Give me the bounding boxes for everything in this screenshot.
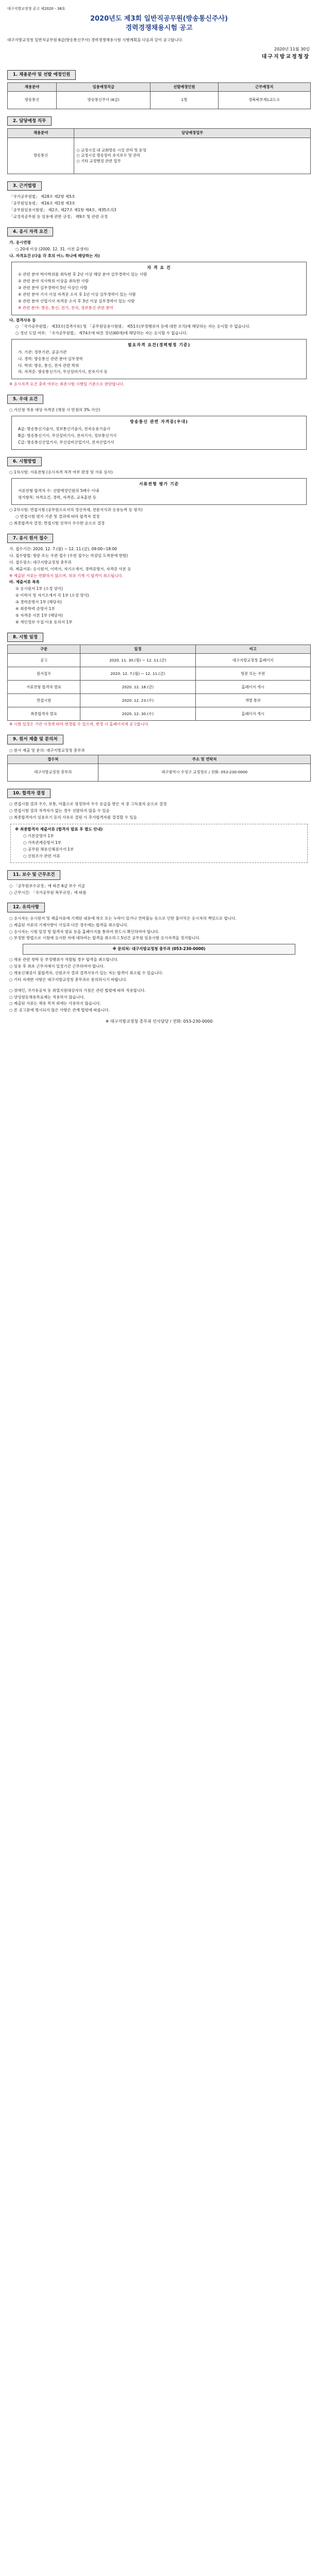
- caution-item: ○ 응시자는 시험 일정 및 합격자 발표 등을 홈페이지를 통하여 반드시 확인하여야 합니다.: [9, 929, 160, 934]
- table-header: 일정: [80, 645, 195, 654]
- title-line-2: 경력경쟁채용시험 공고: [125, 24, 193, 32]
- section-title: 7. 응시 원서 접수: [7, 534, 53, 543]
- section-title: 9. 원서 제출 및 문의처: [7, 735, 63, 744]
- footer-contact: ※ 대구지방교정청 총무과 인사담당 / 전화: 053-230-0000: [105, 1019, 213, 1024]
- table-header: 접수처: [8, 755, 98, 764]
- exam-item: ○ 2차시험: 면접시험 (공무원으로서의 정신자세, 전문지식과 응용능력 등 평가): [9, 507, 143, 513]
- pass-item: ○ 면접시험 결과 적격자가 없는 경우 선발하지 않을 수 있음: [9, 808, 110, 814]
- section-6: [7, 454, 311, 527]
- section-title: 12. 유의사항: [7, 903, 45, 912]
- age-note: ○ 정년 도달 여부: 「국가공무원법」 제74조에 따른 정년(60세)에 해당하는 자는 응시할 수 없습니다.: [15, 331, 188, 336]
- submit-item: ④ 최종학력 증명서 1부: [15, 606, 55, 611]
- table-header: 임용예정직급: [57, 82, 150, 92]
- final-doc-box: [10, 824, 308, 863]
- final-doc-item: ○ 기본증명서 1부: [23, 833, 54, 838]
- section-title: 5. 우대 요건: [7, 395, 43, 404]
- caution-item: ○ 채용신체검사 불합격자, 신원조사 결과 결격사유가 있는 자는 합격이 취소될 수 있습니다.: [9, 970, 163, 975]
- table-cell: 홈페이지 게시: [195, 681, 310, 694]
- extra-item: ○ 양성평등채용목표제는 적용하지 않습니다.: [9, 994, 85, 999]
- pass-item: ○ 면접시험 결과 우수, 보통, 미흡으로 평정하여 우수 등급을 받은 자 중 고득점자 순으로 결정: [9, 802, 167, 807]
- section-5: [7, 392, 311, 449]
- table-cell: 최종합격자 발표: [8, 707, 80, 721]
- box-title: ※ 최종합격자 제출서류 (합격자 발표 후 별도 안내): [15, 827, 103, 832]
- defect-item: ○ 「국가공무원법」 제33조(결격사유) 및 「공무원임용시험령」 제51조(부정행위자 등에 대한 조치)에 해당하는 자는 응시할 수 없습니다.: [15, 324, 250, 329]
- sub-heading: 다. 결격사유 등: [9, 317, 36, 323]
- submit-item: ① 응시원서 1부 (소정 양식): [15, 586, 63, 591]
- apply-item: 가. 접수기간: 2020. 12. 7.(월) ~ 12. 11.(금), 09:00~18:00: [9, 547, 117, 552]
- duty-item: ○ 교정시설 내 교화방송 시설 관리 및 운영: [76, 147, 146, 152]
- submit-item: ③ 경력증명서 1부 (해당자): [15, 600, 62, 605]
- box-title: 방송통신 관련 자격증(우대): [130, 419, 188, 425]
- schedule-table: [7, 645, 311, 721]
- duty-item: ○ 기타 교정행정 관련 업무: [76, 158, 121, 163]
- caution-item: ○ 부정한 방법으로 시험에 응시한 자에 대하여는 합격을 취소하고 5년간 공무원 임용시험 응시자격을 정지합니다.: [9, 936, 200, 941]
- section-7: [7, 531, 311, 625]
- duty-item: ○ 교정시설 방송장비 유지보수 및 관리: [76, 153, 141, 158]
- review-item: 서류전형 합격자 수: 선발예정인원의 5배수 이내: [18, 488, 99, 494]
- table-cell: 홈페이지 게시: [195, 707, 310, 721]
- table-cell: 서류전형 합격자 발표: [8, 681, 80, 694]
- qual-note: ※ 관련 분야: 방송, 통신, 전기, 전자, 정보통신 관련 분야: [18, 305, 113, 310]
- section-11: [7, 867, 311, 895]
- exam-item: ○ 최종합격자 결정: 면접시험 성적이 우수한 순으로 결정: [9, 520, 105, 526]
- caution-item: ○ 채용 관련 청탁 등 부정행위가 적발될 경우 합격을 취소합니다.: [9, 957, 119, 962]
- table-cell: 원서접수: [8, 667, 80, 681]
- table-cell: 개별 통보: [195, 694, 310, 707]
- table-header: 담당예정업무: [74, 129, 311, 138]
- submit-item: ② 이력서 및 자기소개서 각 1부 (소정 양식): [15, 593, 89, 598]
- caution-item: ○ 기타 자세한 사항은 대구지방교정청 총무과로 문의하시기 바랍니다.: [9, 977, 127, 982]
- section-title: 2. 담당예정 직무: [7, 116, 52, 126]
- recruit-table: [7, 82, 311, 110]
- qual-item: ③ 관련 분야 실무경력이 5년 이상인 사람: [18, 285, 88, 291]
- table-header: 채용분야: [8, 129, 74, 138]
- check-item: 나. 경력: 방송통신 관련 분야 실무경력: [18, 356, 83, 361]
- exam-item: ○ 1차시험: 서류전형 (응시자격 적격 여부 판정 및 서류 심사): [9, 469, 113, 474]
- issuer: 대구지방교정청장: [261, 54, 310, 60]
- section-title: 1. 채용분야 및 선발 예정인원: [7, 70, 76, 79]
- apply-note: ※ 제출된 서류는 반환하지 않으며, 허위 기재 시 합격이 취소됩니다.: [9, 573, 123, 578]
- check-item: 다. 학위: 방송, 통신, 전자 관련 학위: [18, 363, 79, 368]
- final-doc-item: ○ 가족관계증명서 1부: [23, 840, 62, 845]
- section-10: [7, 786, 311, 863]
- qual-item: ④ 관련 분야 기사 이상 자격증 소지 후 1년 이상 실무경력이 있는 사람: [18, 292, 136, 297]
- section-1: [7, 67, 311, 109]
- table-header: 주소 및 연락처: [98, 755, 311, 764]
- section-4: [7, 224, 311, 387]
- bonus-box: [11, 416, 307, 449]
- review-item: 평가항목: 자격요건, 경력, 자격증, 교육훈련 등: [18, 495, 97, 500]
- doc-number: 대구지방교정청 공고 제2020 - 38호: [7, 7, 65, 11]
- caution-item: ○ 제출된 서류의 기재사항이 사실과 다른 경우에는 합격을 취소합니다.: [9, 922, 128, 927]
- apply-item: 나. 접수방법: 방문 또는 우편 접수 (우편 접수는 마감일 도착분에 한함): [9, 553, 128, 558]
- apply-item: 라. 제출서류: 응시원서, 이력서, 자기소개서, 경력증명서, 자격증 사본 등: [9, 566, 131, 571]
- check-item: 라. 자격증: 방송통신기사, 무선설비기사, 전자기사 등: [18, 369, 108, 375]
- table-cell: [74, 138, 311, 174]
- box-title: 필요자격 요건(경력평정 기준): [127, 343, 191, 348]
- duty-table: [7, 128, 311, 174]
- sub-heading: 나. 자격요건 (다음 각 호의 어느 하나에 해당하는 자): [9, 253, 100, 258]
- section-3: [7, 178, 311, 220]
- section-note: ※ 응시자격 요건 충족 여부는 최종시험 시행일 기준으로 판단합니다.: [9, 382, 125, 387]
- caution-item: ○ 임용 후 최초 근무지에서 일정기간 근무하여야 합니다.: [9, 964, 105, 969]
- table-cell: 대구광역시 수성구 교정청로 / 전화: 053-230-0000: [98, 764, 311, 782]
- exam-sub-item: ○ 면접시험 평가 기준 및 결과에 따라 합격자 결정: [15, 514, 100, 519]
- contact-banner: ※ 문의처: 대구지방교정청 총무과 (053-230-0000): [23, 944, 295, 955]
- apply-item: 다. 접수장소: 대구지방교정청 총무과: [9, 560, 72, 565]
- section-12: [7, 900, 311, 1013]
- table-cell: 공고: [8, 654, 80, 667]
- table-cell: 방송통신: [8, 138, 74, 174]
- bonus-item: B급: 방송통신기사, 무선설비기사, 전자기사, 정보통신기사: [18, 433, 116, 438]
- table-header: 채용분야: [8, 82, 57, 92]
- check-box: [11, 339, 307, 379]
- final-doc-item: ○ 신원조사 관련 서류: [23, 853, 60, 858]
- table-header: 근무예정지: [218, 82, 310, 92]
- intro-text: 대구지방교정청 일반직공무원 6급(방송통신주사) 경력경쟁채용시험 시행계획을 다음과 같이 공고합니다.: [7, 38, 183, 43]
- section-title: 10. 합격자 결정: [7, 789, 51, 798]
- contact-table: [7, 755, 311, 782]
- box-title: 자 격 요 건: [147, 265, 171, 270]
- final-doc-item: ○ 공무원 채용신체검사서 1부: [23, 846, 74, 852]
- table-cell: 경북북부제1교도소: [218, 92, 310, 109]
- table-cell: 대구지방교정청 총무과: [8, 764, 98, 782]
- section-8: [7, 630, 311, 728]
- table-cell: 방송통신: [8, 92, 57, 109]
- bonus-item: A급: 방송통신기술사, 정보통신기술사, 전자응용기술사: [18, 426, 110, 431]
- qualification-box: [11, 262, 307, 315]
- announce-date: 2020년 11월 30일: [274, 47, 310, 52]
- law-item: 「교정직공무원 등 임용에 관한 규정」 제9조 및 관련 규정: [9, 214, 108, 219]
- table-cell: 방송통신주사 (6급): [57, 92, 150, 109]
- submit-item: ⑥ 개인정보 수집·이용 동의서 1부: [15, 619, 73, 624]
- sub-heading: 가. 응시연령: [9, 240, 31, 245]
- table-cell: 2020. 12. 23.(수): [80, 694, 195, 707]
- table-cell: 2020. 12. 30.(수): [80, 707, 195, 721]
- qual-item: ② 관련 분야 석사학위 이상을 취득한 사람: [18, 279, 89, 284]
- check-item: 가. 기관: 정부기관, 공공기관: [18, 349, 67, 354]
- table-cell: 2020. 12. 18.(금): [80, 681, 195, 694]
- section-title: 6. 시험방법: [7, 457, 42, 466]
- sub-heading: 마. 제출서류 목록: [9, 580, 40, 585]
- section-title: 8. 시험 일정: [7, 633, 43, 642]
- table-header: 선발예정인원: [150, 82, 218, 92]
- law-item: 「국가공무원법」 제28조 제2항 제5호: [9, 194, 76, 199]
- section-2: [7, 113, 311, 174]
- submit-item: ⑤ 자격증 사본 1부 (해당자): [15, 613, 63, 618]
- contact-lead: ○ 원서 제출 및 문의: 대구지방교정청 총무과: [9, 748, 85, 753]
- table-cell: 2020. 11. 30.(월) ~ 12. 11.(금): [80, 654, 195, 667]
- bonus-item: C급: 방송통신산업기사, 무선설비산업기사, 전자산업기사: [18, 439, 114, 445]
- page-title: [7, 14, 311, 32]
- table-cell: 방문 또는 우편: [195, 667, 310, 681]
- box-title: 서류전형 평가 기준: [139, 481, 179, 486]
- pass-item: ○ 최종합격자가 임용포기 등의 사유로 결원 시 추가합격자를 결정할 수 있음: [9, 815, 137, 820]
- section-title: 4. 응시 자격 요건: [7, 227, 53, 236]
- table-header: 구분: [8, 645, 80, 654]
- extra-item: ○ 본 공고문에 명시되지 않은 사항은 관계 법령에 따릅니다.: [9, 1008, 110, 1013]
- pay-item: ○ 근무시간: 「국가공무원 복무규정」에 따름: [9, 890, 87, 895]
- table-cell: 대구지방교정청 홈페이지: [195, 654, 310, 667]
- section-9: [7, 732, 311, 782]
- extra-item: ○ 제출된 서류는 채용 목적 외에는 사용하지 않습니다.: [9, 1001, 101, 1006]
- law-item: 「공무원임용시험령」 제2조, 제27조 제1항 제4호, 제35조의3: [9, 208, 116, 213]
- doc-review-box: [11, 478, 307, 505]
- table-cell: 2020. 12. 7.(월) ~ 12. 11.(금): [80, 667, 195, 681]
- bonus-lead: ○ 가산점 적용 대상 자격증 (채점 시 만점의 3% 가산): [9, 408, 101, 413]
- section-title: 3. 근거법령: [7, 181, 42, 191]
- extra-item: ○ 장애인, 국가유공자 등 취업지원대상자의 가점은 관련 법령에 따라 적용합니다.: [9, 988, 146, 993]
- law-item: 「공무원임용령」 제16조 제1항 제3호: [9, 201, 76, 206]
- table-cell: 1명: [150, 92, 218, 109]
- pay-item: ○ 「공무원보수규정」에 따른 6급 보수 지급: [9, 883, 85, 888]
- qual-item: ⑤ 관련 분야 산업기사 자격증 소지 후 3년 이상 실무경력이 있는 사람: [18, 298, 135, 303]
- table-header: 비고: [195, 645, 310, 654]
- age-item: ○ 20세 이상 (2000. 12. 31. 이전 출생자): [15, 246, 89, 251]
- title-line-1: 2020년도 제3회 일반직공무원(방송통신주사): [90, 15, 228, 23]
- caution-item: ○ 응시자는 응시원서 및 제출서류에 기재된 내용에 착오 또는 누락이 있거나 연락불능 등으로 인한 불이익은 응시자의 책임으로 합니다.: [9, 916, 237, 921]
- qual-item: ① 관련 분야 학사학위를 취득한 후 2년 이상 해당 분야 실무경력이 있는 사람: [18, 272, 147, 277]
- table-cell: 면접시험: [8, 694, 80, 707]
- schedule-note: ※ 시험 일정은 기관 사정에 따라 변경될 수 있으며, 변경 시 홈페이지에 공고합니다.: [9, 722, 149, 727]
- section-title: 11. 보수 및 근무조건: [7, 870, 60, 879]
